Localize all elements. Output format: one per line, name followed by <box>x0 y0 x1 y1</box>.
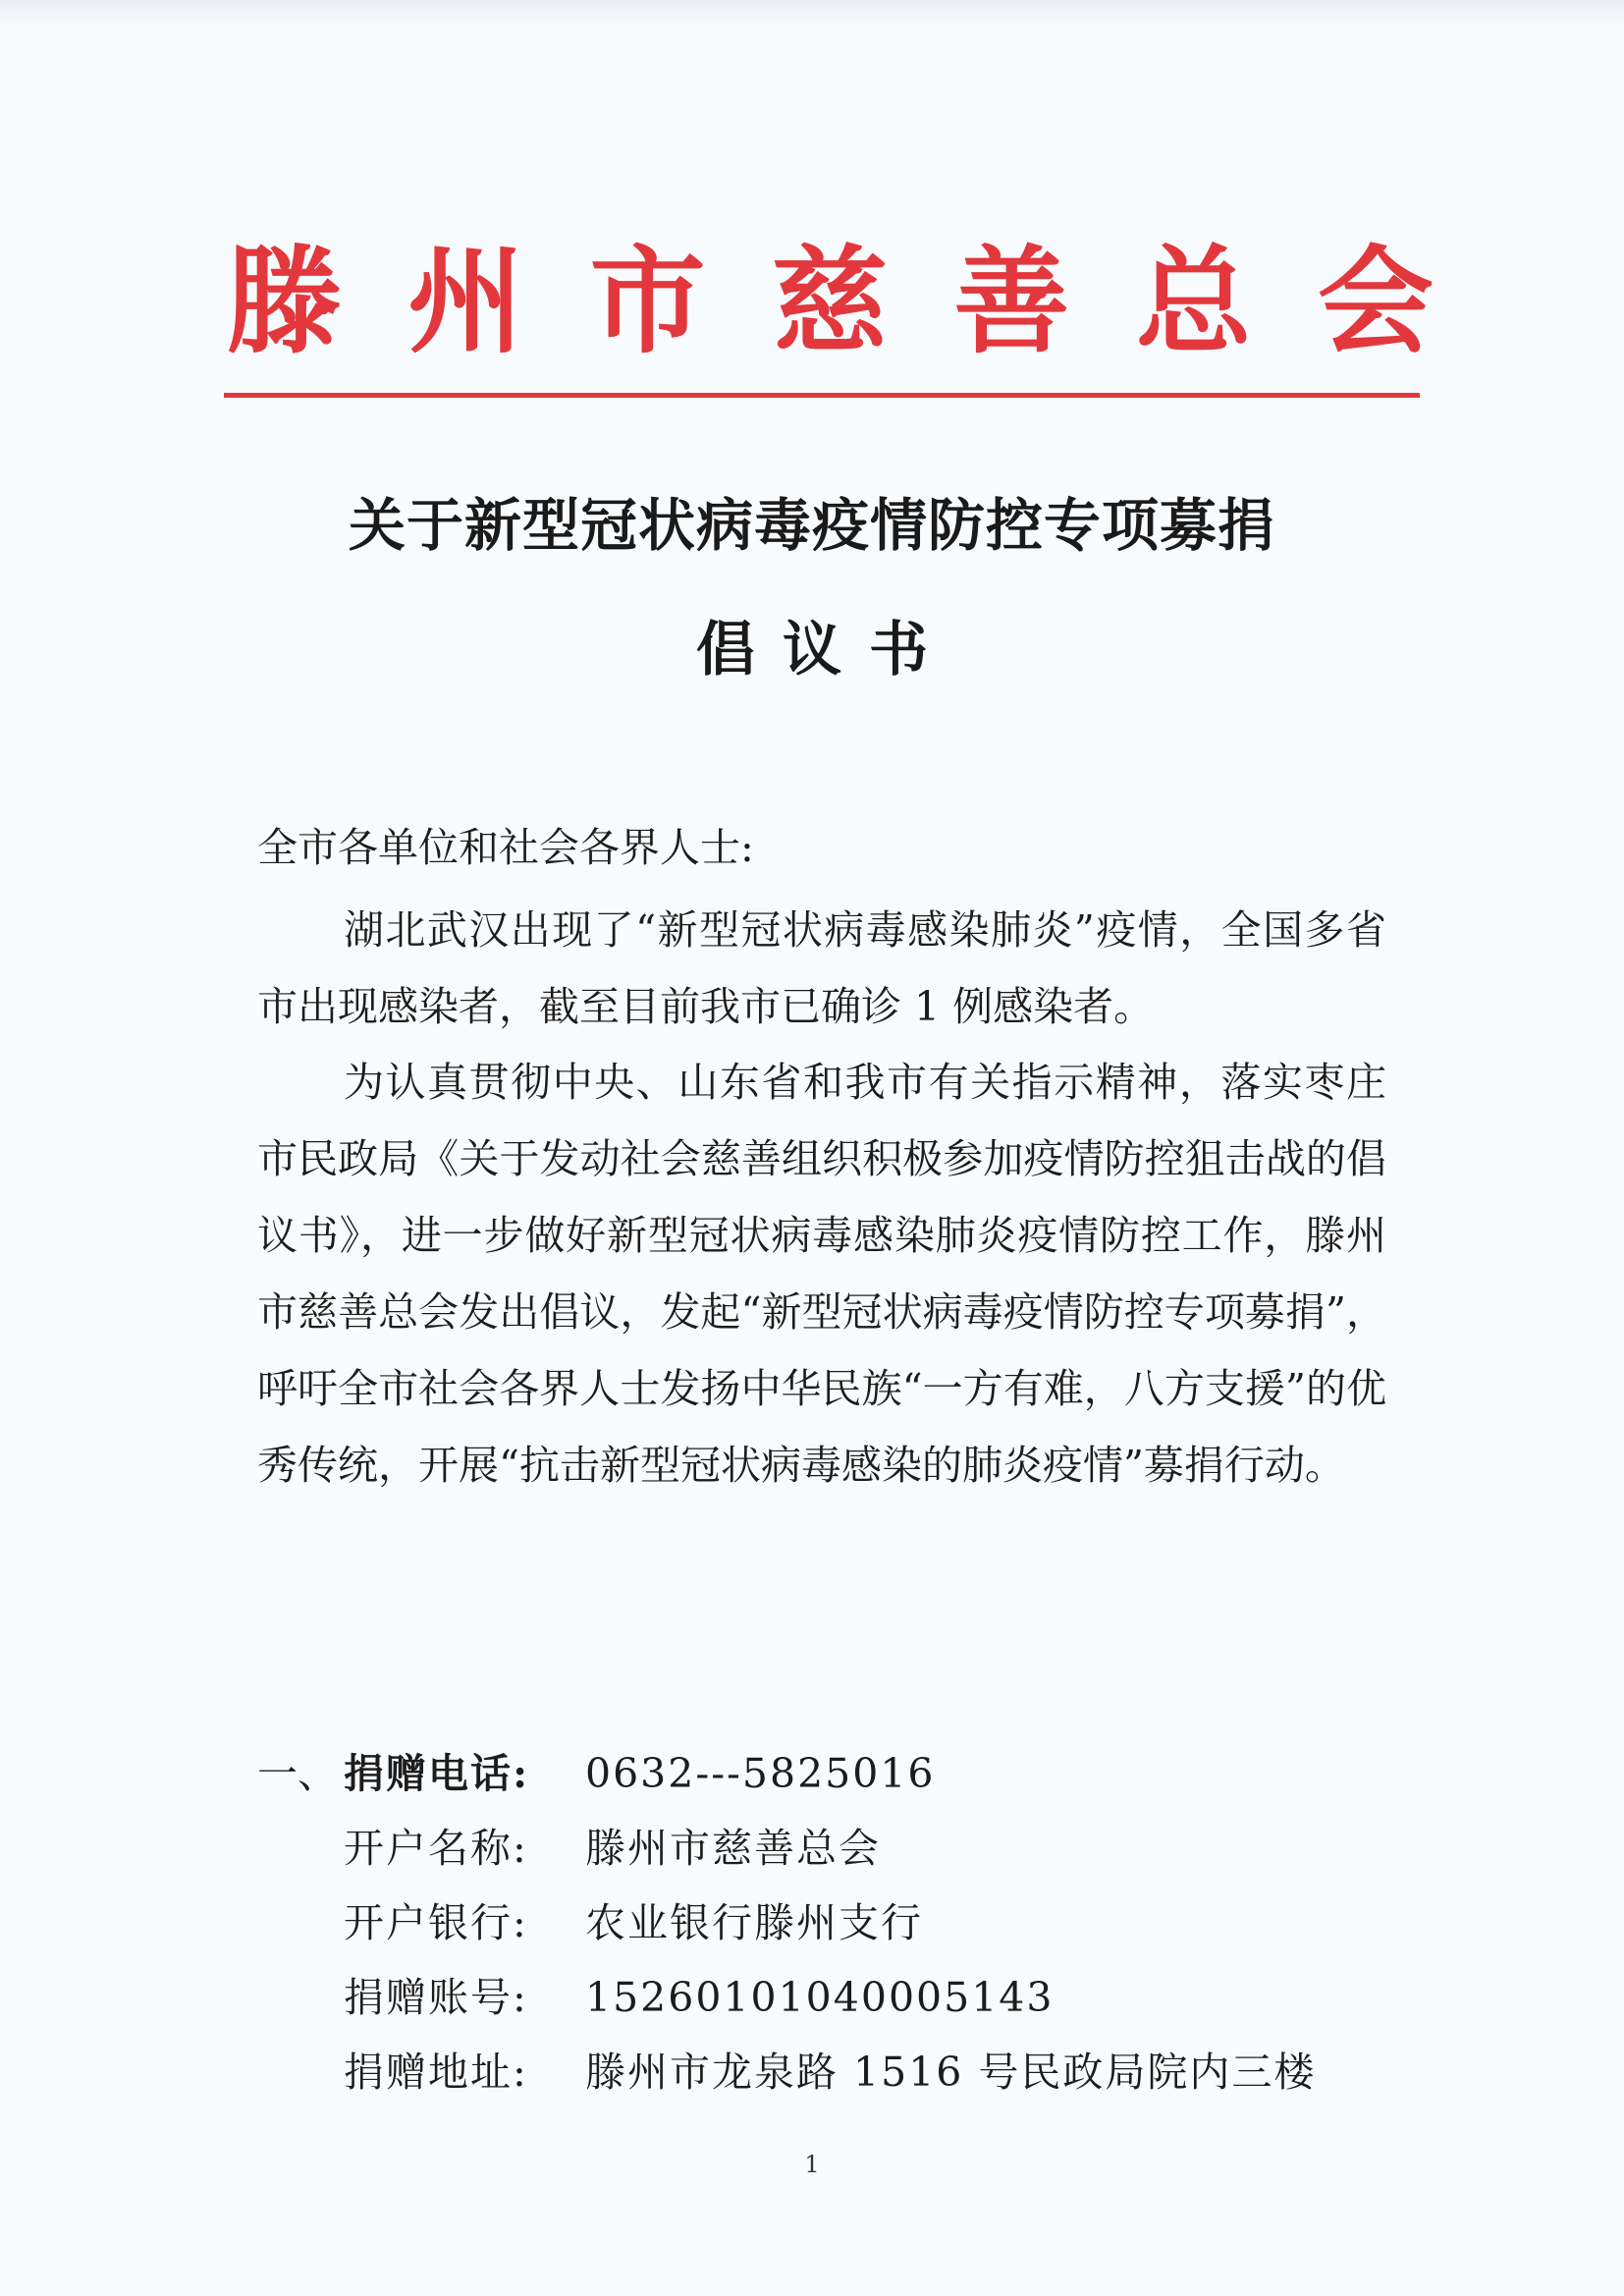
letterhead-char: 滕 <box>226 233 343 369</box>
page-number: 1 <box>804 2151 820 2178</box>
document-subtitle: 倡议书 <box>696 616 955 684</box>
letterhead-char: 总 <box>1135 233 1252 369</box>
letterhead-org-name <box>226 228 1434 375</box>
letterhead-char: 市 <box>589 233 706 369</box>
document-title: 关于新型冠状病毒疫情防控专项募捐 <box>348 492 1275 559</box>
bank-name: 农业银行滕州支行 <box>585 1899 923 1946</box>
section-index: 一、 <box>257 1750 338 1797</box>
letterhead-char: 会 <box>1317 233 1434 369</box>
account-number: 15260101040005143 <box>585 1974 1055 2021</box>
letterhead-red-rule <box>224 393 1420 398</box>
account-name-row <box>257 1821 1386 1895</box>
letterhead-char: 善 <box>953 233 1070 369</box>
info-label: 开户名称: <box>344 1825 528 1872</box>
salutation: 全市各单位和社会各界人士: <box>257 824 754 871</box>
info-label: 捐赠电话: <box>344 1750 530 1797</box>
address-row <box>257 2045 1386 2119</box>
info-label: 捐赠地址: <box>344 2049 528 2096</box>
paragraph-text: 为认真贯彻中央、山东省和我市有关指示精神，落实枣庄市民政局《关于发动社会慈善组织积极参加疫情防控狙击战的倡议书》，进一步做好新型冠状病毒感染肺炎疫情防控工作，滕州市慈善总会发出倡议，发起“新型冠状病毒疫情防控专项募捐”，呼吁全市社会各界人士发扬中华民族“一方有难，八方支援”的优秀传统，开展“抗击新型冠状病毒感染的肺炎疫情”募捐行动。 <box>257 1059 1386 1489</box>
letterhead-char: 慈 <box>771 233 888 369</box>
donation-phone: 0632---5825016 <box>585 1750 936 1797</box>
paragraph-text: 湖北武汉出现了“新型冠状病毒感染肺炎”疫情，全国多省市出现感染者，截至目前我市已确诊 1 例感染者。 <box>257 906 1386 1030</box>
account-number-row <box>257 1970 1386 2045</box>
scan-edge-shadow <box>0 0 1624 26</box>
donation-info <box>257 1746 1386 2119</box>
account-name: 滕州市慈善总会 <box>585 1825 881 1872</box>
donation-address: 滕州市龙泉路 1516 号民政局院内三楼 <box>585 2049 1317 2096</box>
body-paragraph-2 <box>257 1044 1386 1503</box>
letterhead-char: 州 <box>407 233 524 369</box>
info-label: 捐赠账号: <box>344 1974 528 2021</box>
body-paragraph-1 <box>257 892 1386 1045</box>
donation-phone-row <box>257 1746 1386 1821</box>
bank-row <box>257 1895 1386 1970</box>
info-label: 开户银行: <box>344 1899 528 1946</box>
